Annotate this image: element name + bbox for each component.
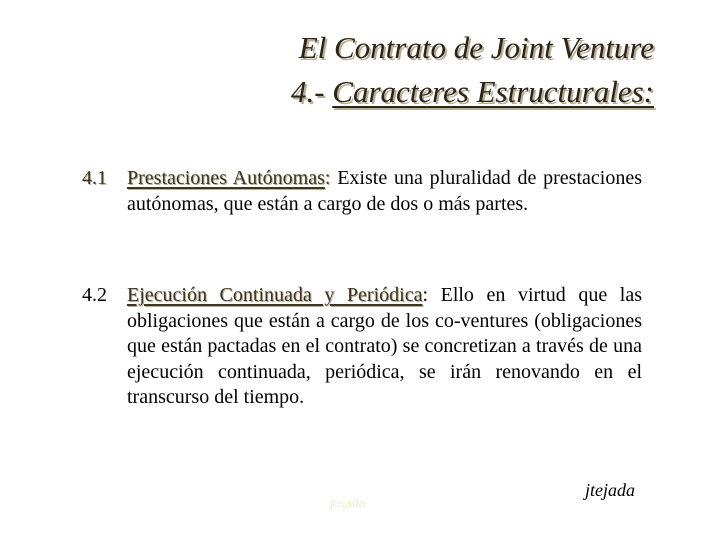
item-heading: Ejecución Continuada y Periódica <box>127 284 423 306</box>
list-item-4-1 <box>82 166 642 217</box>
item-number: 4.1 <box>82 167 107 189</box>
item-heading: Prestaciones Autónomas <box>127 167 325 189</box>
item-text: Existe una pluralidad de prestaciones autónomas, que están a cargo de dos o más partes. <box>127 167 642 215</box>
title-line-2 <box>291 70 654 114</box>
item-number: 4.2 <box>82 284 107 306</box>
item-separator: : <box>324 167 331 189</box>
title-line-2-prefix: 4.- <box>290 74 333 109</box>
item-text: Ello en virtud que las obligaciones que están a cargo de los co-ventures (obligaciones que están pactadas en el contrato) se concretizan a través de una ejecución continuada, periódica, se irán renovando en el transcurso del tiempo. <box>127 284 642 408</box>
footer-watermark-text: jtejada <box>330 496 366 510</box>
item-body <box>127 283 642 411</box>
title-line-2-underlined: Caracteres Estructurales: <box>332 74 654 109</box>
item-separator: : <box>422 284 429 306</box>
title-line-1: El Contrato de Joint Venture <box>298 30 654 65</box>
item-body <box>127 166 642 217</box>
list-item-4-2 <box>82 283 642 411</box>
author-signature: jtejada <box>585 480 635 500</box>
slide-title <box>291 26 654 114</box>
